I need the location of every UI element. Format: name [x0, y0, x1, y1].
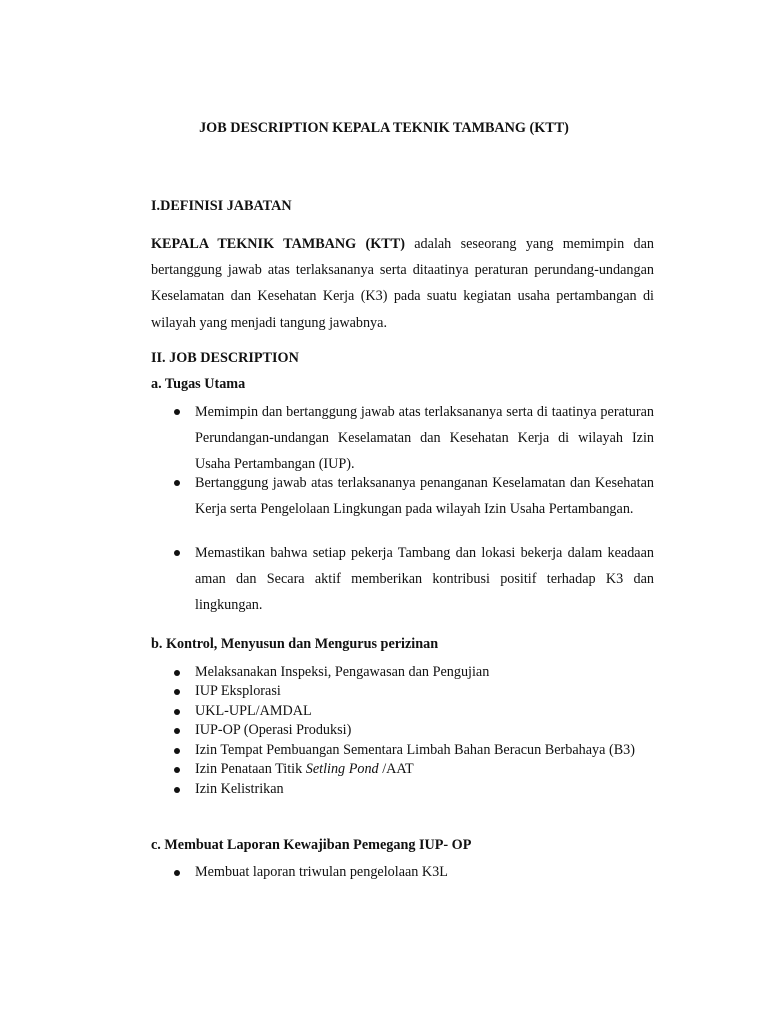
page-title: JOB DESCRIPTION KEPALA TEKNIK TAMBANG (KTT) [199, 120, 569, 136]
definition-lead: KEPALA TEKNIK TAMBANG (KTT) [151, 236, 405, 252]
list-item: Membuat laporan triwulan pengelolaan K3L [195, 864, 448, 880]
subsection-a-heading: a. Tugas Utama [151, 376, 246, 392]
list-item-suffix: /AAT [378, 761, 414, 777]
definition-paragraph [151, 231, 654, 336]
bullet-icon [174, 689, 180, 695]
section-1-heading: I.DEFINISI JABATAN [151, 198, 292, 214]
list-item: Izin Kelistrikan [195, 781, 284, 797]
bullet-icon [174, 670, 180, 676]
bullet-icon [174, 709, 180, 715]
list-item: Melaksanakan Inspeksi, Pengawasan dan Pengujian [195, 664, 490, 680]
list-item-prefix: Izin Penataan Titik [195, 761, 306, 777]
list-item: Bertanggung jawab atas terlaksananya penanganan Keselamatan dan Kesehatan Kerja serta Pengelolaan Lingkungan pada wilayah Izin Usaha Pertambangan. [195, 475, 654, 518]
definition-body: adalah seseorang yang memimpin dan bertanggung jawab atas terlaksananya serta ditaatinya peraturan perundang-undangan Keselamatan dan Kesehatan Kerja (K3) pada suatu kegiatan usaha pertambangan di wilayah yang menjadi tangung jawabnya. [151, 236, 655, 331]
list-item: Izin Tempat Pembuangan Sementara Limbah Bahan Beracun Berbahaya (B3) [195, 742, 635, 758]
bullet-icon [174, 787, 180, 793]
bullet-icon [174, 480, 180, 486]
bullet-icon [174, 767, 180, 773]
bullet-icon [174, 870, 180, 876]
bullet-icon [174, 748, 180, 754]
subsection-c-heading: c. Membuat Laporan Kewajiban Pemegang IUP- OP [151, 837, 472, 853]
section-2-heading: II. JOB DESCRIPTION [151, 350, 299, 366]
list-item: IUP-OP (Operasi Produksi) [195, 722, 352, 738]
list-item: Memimpin dan bertanggung jawab atas terlaksananya serta di taatinya peraturan Perundangan-undangan Keselamatan dan Kesehatan Kerja di wilayah Izin Usaha Pertambangan (IUP). [195, 404, 654, 473]
list-item: IUP Eksplorasi [195, 683, 281, 699]
list-item-italic: Setling Pond [305, 761, 379, 777]
list-item: Memastikan bahwa setiap pekerja Tambang dan lokasi bekerja dalam keadaan aman dan Secara aktif memberikan kontribusi positif terhadap K3 dan lingkungan. [195, 545, 654, 614]
list-item [195, 761, 414, 778]
subsection-b-heading: b. Kontrol, Menyusun dan Mengurus perizinan [151, 636, 439, 652]
bullet-icon [174, 550, 180, 556]
bullet-icon [174, 728, 180, 734]
bullet-icon [174, 409, 180, 415]
list-item: UKL-UPL/AMDAL [195, 703, 312, 719]
